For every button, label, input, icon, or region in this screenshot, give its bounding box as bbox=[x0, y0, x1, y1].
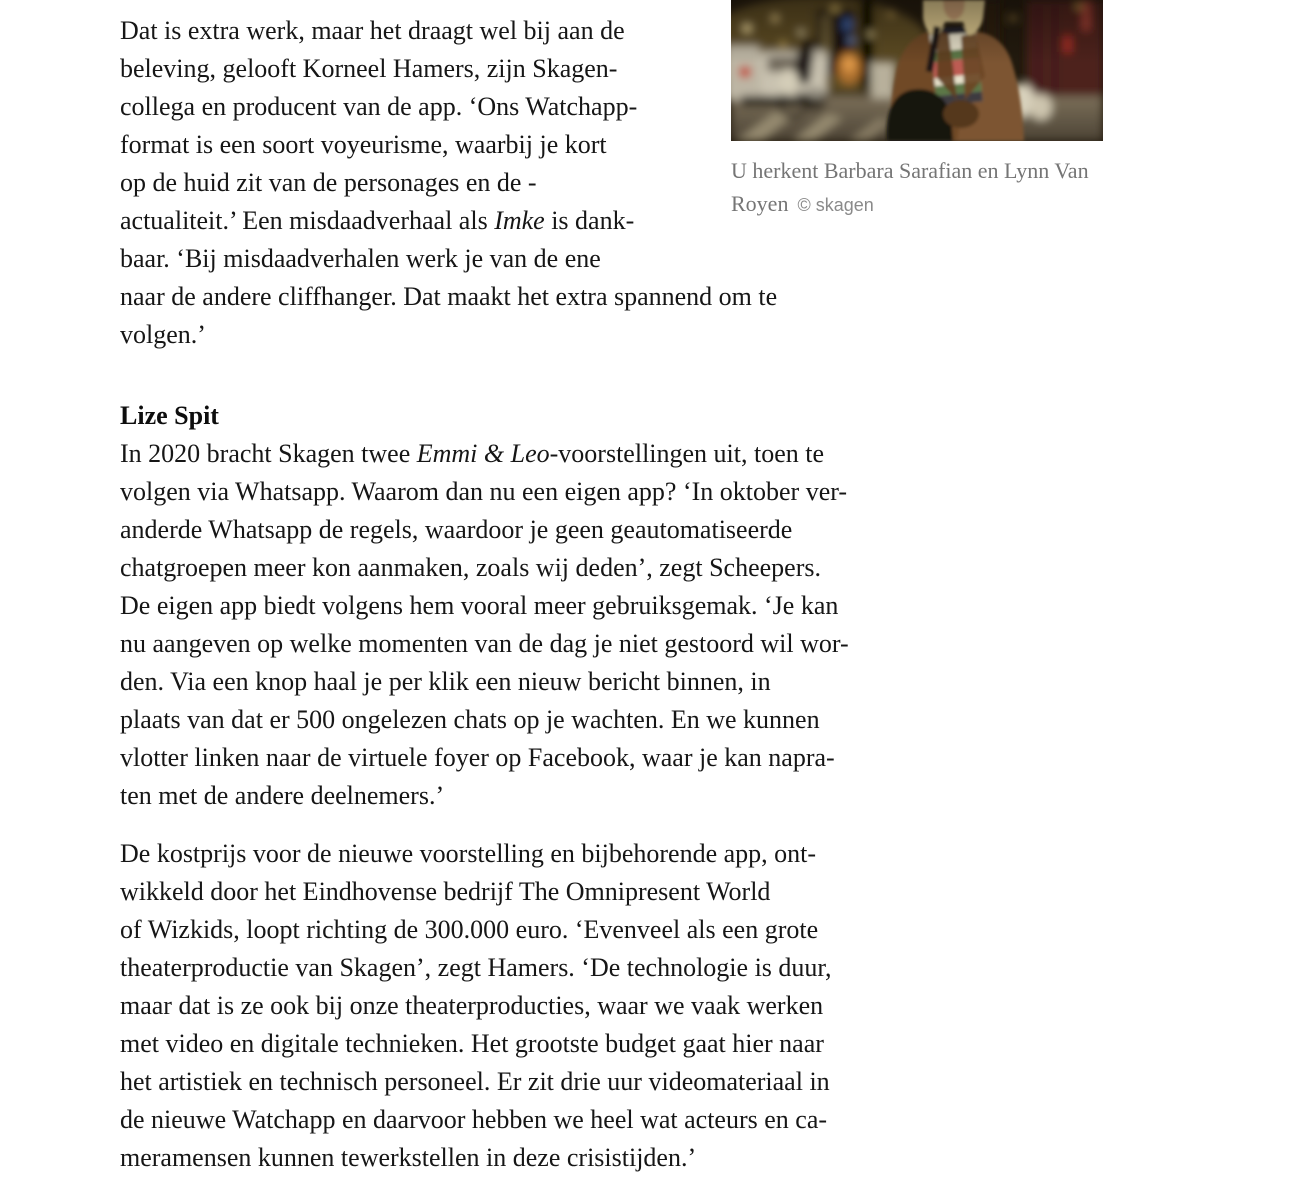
photo-caption-text: U herkent Barbara Sarafian en Lynn Van Royen bbox=[731, 158, 1089, 216]
section-heading: Lize Spit bbox=[120, 401, 219, 430]
photo-credit: © skagen bbox=[797, 195, 874, 215]
paragraph-3: De kostprijs voor de nieuwe voorstelling en bijbehorende app, ont- wikkeld door het Eindhovense bedrijf The Omnipresent World of Wizkids, loopt richting de 300.000 euro. ‘Evenveel als een grote theaterproductie van Skagen’, zegt Hamers. ‘De technologie is duur, maar dat is ze ook bij onze theaterproducties, waar we vaak werken met video en digitale technieken. Het grootste budget gaat hier naar het artistiek en technisch personeel. Er zit drie uur videomateriaal in de nieuwe Watchapp en daarvoor hebben we heel wat acteurs en ca- meramensen kunnen tewerkstellen in deze crisistijden.’ bbox=[120, 839, 832, 1172]
paragraph-1: Dat is extra werk, maar het draagt wel bij aan de beleving, gelooft Korneel Hamers, zijn Skagen- collega en producent van de app. ‘Ons Watchapp- format is een soort voyeurisme, waarbij je kort op de huid zit van de personages en de - actualiteit.’ Een misdaadverhaal als Imke is dank- baar. ‘Bij misdaadverhalen werk je van de ene naar de andere cliffhanger. Dat maakt het extra spannend om te volgen.’ bbox=[120, 16, 778, 349]
article-body bbox=[120, 12, 1040, 1177]
paragraph-2: In 2020 bracht Skagen twee Emmi & Leo-voorstellingen uit, toen te volgen via Whatsapp. Waarom dan nu een eigen app? ‘In oktober ver- anderde Whatsapp de regels, waardoor je geen geautomatiseerde chatgroepen meer kon aanmaken, zoals wij deden’, zegt Scheepers. De eigen app biedt volgens hem vooral meer gebruiksgemak. ‘Je kan nu aangeven op welke momenten van de dag je niet gestoord wil wor- den. Via een knop haal je per klik een nieuw bericht binnen, in plaats van dat er 500 ongelezen chats op je wachten. En we kunnen vlotter linken naar de virtuele foyer op Facebook, waar je kan napra- ten met de andere deelnemers.’ bbox=[120, 439, 849, 810]
